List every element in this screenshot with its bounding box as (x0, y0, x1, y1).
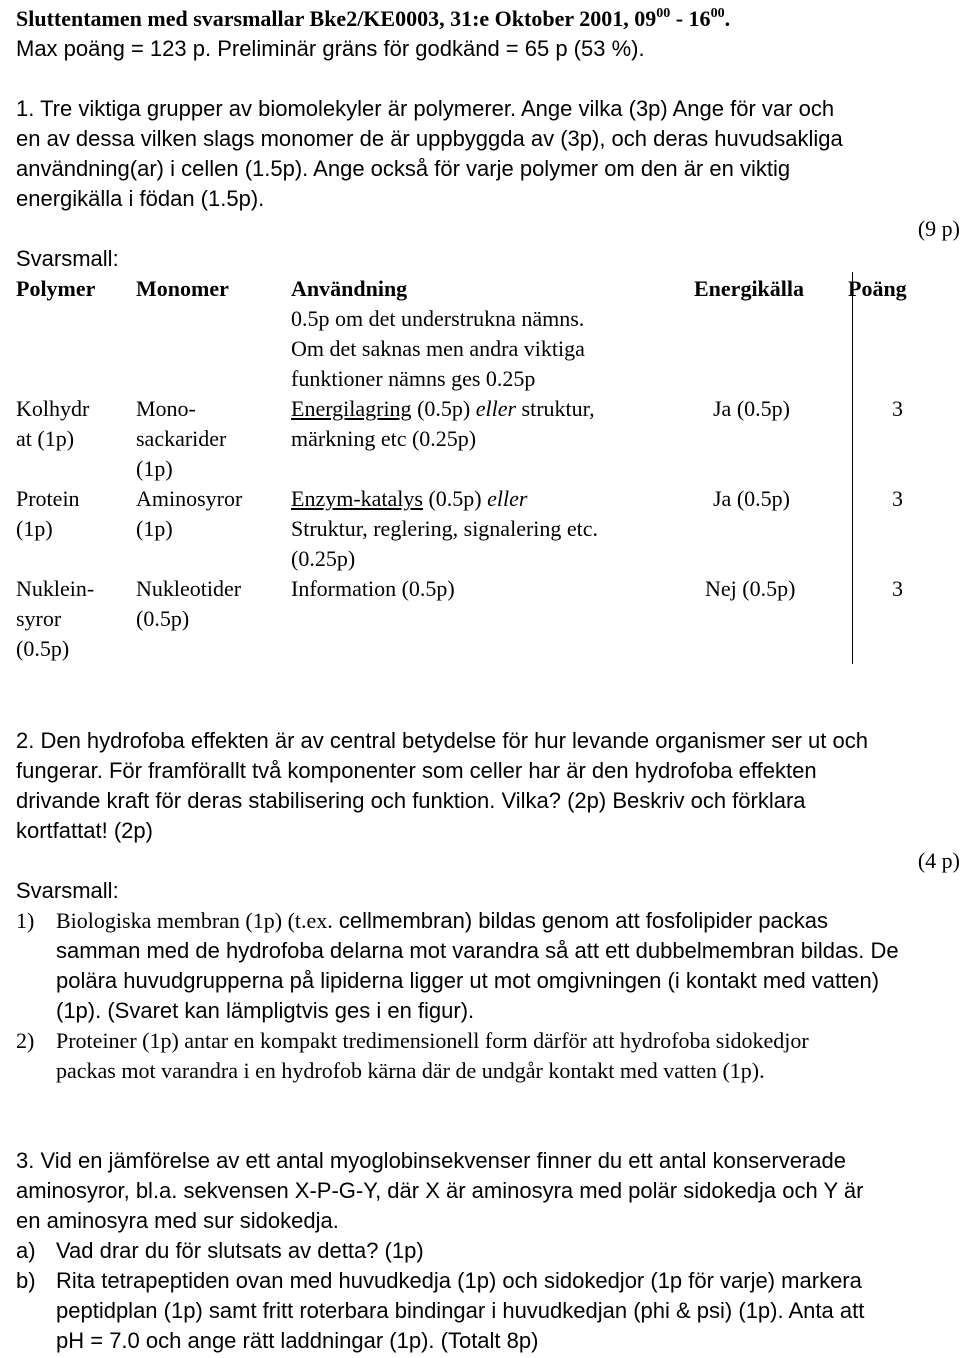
q2-answer-1-line-3: polära huvudgrupperna på lipiderna ligger ut mot omgivningen (i kontakt med vatten) (56, 968, 880, 993)
max-points-line: Max poäng = 123 p. Preliminär gräns för godkänd = 65 p (53 %). (16, 36, 645, 61)
row1-points: 3 (892, 396, 903, 421)
row2-use-3: (0.25p) (291, 546, 356, 571)
q3-part-b-line-3: pH = 7.0 och ange rätt laddningar (1p). (Totalt 8p) (56, 1328, 539, 1353)
q3-line-2: aminosyror, bl.a. sekvensen X-P-G-Y, där X är aminosyra med polär sidokedja och Y är (16, 1178, 864, 1203)
row1-polymer-2: at (1p) (16, 426, 75, 451)
row2-polymer-2: (1p) (16, 516, 53, 541)
q2-answer-1-line-2: samman med de hydrofoba delarna mot varandra så att ett dubbelmembran bildas. De (56, 938, 899, 963)
row1-use-b: struktur, (516, 396, 595, 421)
row1-use-1 (291, 394, 595, 424)
row3-monomer-2: (0.5p) (136, 606, 190, 631)
q1-line-3b: Ange också för varje polymer om den är en viktig (308, 156, 791, 181)
th-polymer: Polymer (16, 276, 96, 301)
row3-polymer-2: syror (16, 606, 62, 631)
row1-energy: Ja (0.5p) (713, 396, 790, 421)
row3-monomer-1: Nukleotider (136, 576, 242, 601)
row1-polymer-1: Kolhydr (16, 396, 90, 421)
q2-line-4: kortfattat! (2p) (16, 818, 153, 843)
q2-answer-1-line-4: (1p). (Svaret kan lämpligtvis ges i en figur). (56, 998, 475, 1023)
q3-part-b-line-1: Rita tetrapeptiden ovan med huvudkedja (1p) och sidokedjor (1p för varje) markera (56, 1268, 862, 1293)
q2-svarsmall-label: Svarsmall: (16, 878, 119, 903)
q2-answer-2-num: 2) (16, 1028, 35, 1053)
q3-part-b-line-2: peptidplan (1p) samt fritt roterbara bindingar i huvudkedjan (phi & psi) (1p). Anta att (56, 1298, 865, 1323)
q1-line-3a: användning(ar) i cellen (1.5p). (16, 156, 309, 181)
row2-use-a: (0.5p) (422, 486, 488, 511)
row1-monomer-1: Mono- (136, 396, 196, 421)
use-note-3: funktioner nämns ges 0.25p (291, 366, 536, 391)
row1-monomer-3: (1p) (136, 456, 173, 481)
row3-polymer-1: Nuklein- (16, 576, 95, 601)
q1-line-1: 1. Tre viktiga grupper av biomolekyler är polymerer. Ange vilka (3p) Ange för var och (16, 96, 835, 121)
title-end: . (724, 6, 731, 31)
q3-part-b-label: b) (16, 1268, 36, 1293)
q2-answer-2-line-2: packas mot varandra i en hydrofob kärna där de undgår kontakt med vatten (1p). (56, 1058, 765, 1083)
row2-monomer-2: (1p) (136, 516, 173, 541)
row2-points: 3 (892, 486, 903, 511)
th-anvandning: Användning (291, 276, 408, 301)
q1-points: (9 p) (917, 216, 960, 241)
q2-answer-1-rest: cellmembran) bildas genom att fosfolipider packas (332, 908, 829, 933)
q3-part-a-label: a) (16, 1238, 36, 1263)
q2-answer-1-line-1 (56, 906, 828, 936)
use-note-1: 0.5p om det understrukna nämns. (291, 306, 585, 331)
q3-line-1: 3. Vid en jämförelse av ett antal myoglobinsekvenser finner du ett antal konserverade (16, 1148, 846, 1173)
q1-line-2: en av dessa vilken slags monomer de är uppbyggda av (3p), och deras huvudsakliga (16, 126, 843, 151)
q3-line-3: en aminosyra med sur sidokedja. (16, 1208, 339, 1233)
q1-line-3 (16, 154, 790, 184)
row1-use-2: märkning etc (0.25p) (291, 426, 477, 451)
start-minute-sup: 00 (656, 6, 671, 21)
q2-line-1: 2. Den hydrofoba effekten är av central betydelse för hur levande organismer ser ut och (16, 728, 868, 753)
row1-use-underlined: Energilagring (291, 396, 412, 421)
q2-points: (4 p) (917, 848, 960, 873)
q2-line-3: drivande kraft för deras stabilisering och funktion. Vilka? (2p) Beskriv och förklara (16, 788, 806, 813)
end-minute-sup: 00 (710, 6, 725, 21)
q2-answer-2-line-1: Proteiner (1p) antar en kompakt tredimensionell form därför att hydrofoba sidokedjor (56, 1028, 809, 1053)
row2-use-1 (291, 484, 527, 514)
th-monomer: Monomer (136, 276, 229, 301)
row3-points: 3 (892, 576, 903, 601)
row2-energy: Ja (0.5p) (713, 486, 790, 511)
row2-use-underlined: Enzym-katalys (291, 486, 423, 511)
row3-energy: Nej (0.5p) (705, 576, 796, 601)
row3-polymer-3: (0.5p) (16, 636, 70, 661)
q3-part-a-line-1: Vad drar du för slutsats av detta? (1p) (56, 1238, 424, 1263)
row2-monomer-1: Aminosyror (136, 486, 243, 511)
q1-svarsmall-label: Svarsmall: (16, 246, 119, 271)
exam-title (16, 4, 730, 34)
table-divider (852, 272, 853, 664)
row2-polymer-1: Protein (16, 486, 80, 511)
row2-use-2: Struktur, reglering, signalering etc. (291, 516, 599, 541)
row2-use-eller: eller (487, 486, 528, 511)
q2-line-2: fungerar. För framförallt två komponenter som celler har är den hydrofoba effekten (16, 758, 817, 783)
row3-use-1: Information (0.5p) (291, 576, 455, 601)
q1-line-4: energikälla i födan (1.5p). (16, 186, 265, 211)
th-energikalla: Energikälla (694, 276, 805, 301)
th-poang: Poäng (848, 276, 907, 301)
title-text: Sluttentamen med svarsmallar Bke2/KE0003, 31:e Oktober 2001, 09 (16, 6, 657, 31)
row1-use-a: (0.5p) (411, 396, 476, 421)
title-dash: - 16 (670, 6, 711, 31)
row1-monomer-2: sackarider (136, 426, 227, 451)
use-note-2: Om det saknas men andra viktiga (291, 336, 585, 361)
q2-answer-1-start: Biologiska membran (1p) (t.ex. (56, 908, 333, 933)
row1-use-eller: eller (475, 396, 517, 421)
q2-answer-1-num: 1) (16, 908, 35, 933)
